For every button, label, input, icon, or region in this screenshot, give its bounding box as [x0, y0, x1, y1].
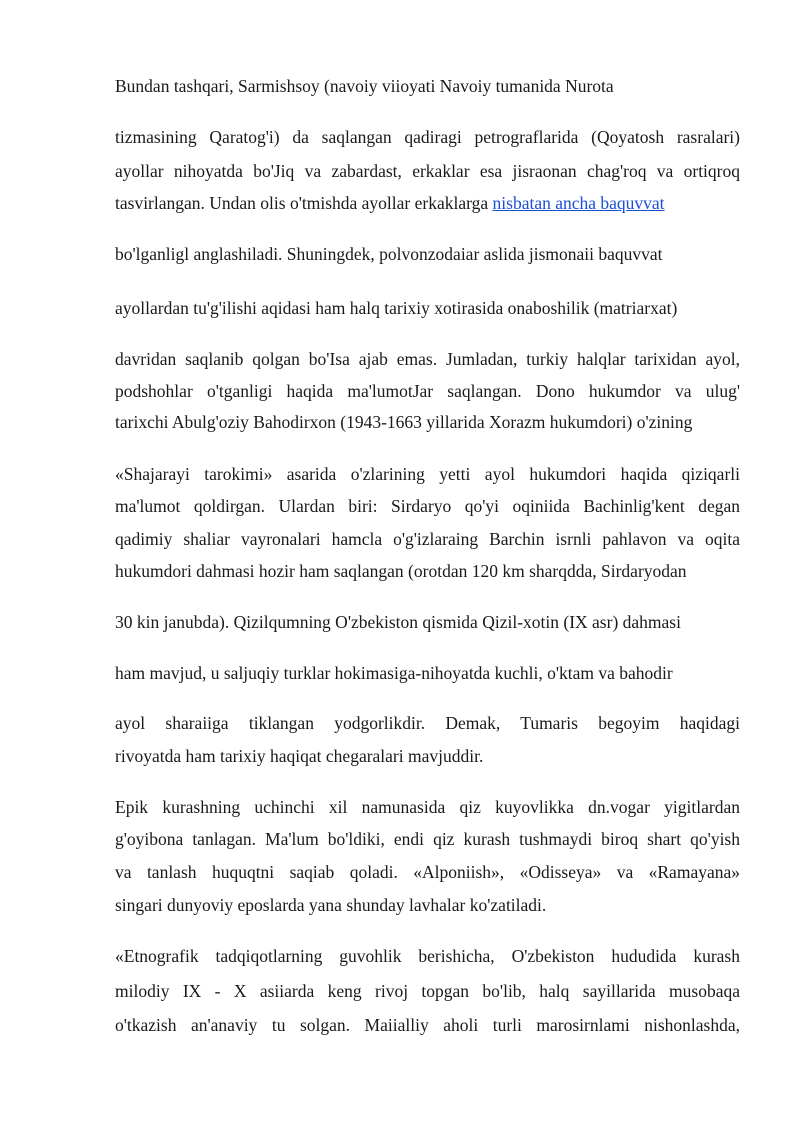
text-line: 30 kin janubda). Qizilqumning O'zbekiston qismida Qizil-xotin (IX asr) dahmasi — [115, 612, 681, 632]
text-line: g'oyibona tanlagan. Ma'lum bo'ldiki, endi qiz kurash tushmaydi biroq shart qo'yish — [115, 829, 740, 849]
text-line: tarixchi Abulg'oziy Bahodirxon (1943-1663 yillarida Xorazm hukumdori) o'zining — [115, 412, 693, 432]
text-line-with-link — [115, 193, 740, 213]
text-line: ham mavjud, u saljuqiy turklar hokimasiga-nihoyatda kuchli, o'ktam va bahodir — [115, 663, 673, 683]
text-line: ayollardan tu'g'ilishi aqidasi ham halq tarixiy xotirasida onaboshilik (matriarxat) — [115, 298, 678, 318]
text-line: ma'lumot qoldirgan. Ulardan biri: Sirdaryo qo'yi oqiniida Bachinlig'kent degan — [115, 496, 740, 516]
text-line: rivoyatda ham tarixiy haqiqat chegaralari mavjuddir. — [115, 746, 484, 766]
text-line: davridan saqlanib qolgan bo'Isa ajab emas. Jumladan, turkiy halqlar tarixidan ayol, — [115, 349, 740, 369]
text-line: «Shajarayi tarokimi» asarida o'zlarining yetti ayol hukumdori haqida qiziqarli — [115, 464, 740, 484]
text-line: o'tkazish an'anaviy tu solgan. Maiialliy aholi turli marosirnlami nishonlashda, — [115, 1015, 740, 1035]
text-line: bo'lganligl anglashiladi. Shuningdek, polvonzodaiar aslida jismonaii baquvvat — [115, 244, 663, 264]
text-segment: tasvirlangan. Undan olis o'tmishda ayollar erkaklarga — [115, 193, 493, 213]
text-line: Bundan tashqari, Sarmishsoy (navoiy viioyati Navoiy tumanida Nurota — [115, 76, 614, 96]
text-line: singari dunyoviy eposlarda yana shunday lavhalar ko'zatiladi. — [115, 895, 547, 915]
text-line: Epik kurashning uchinchi xil namunasida qiz kuyovlikka dn.vogar yigitlardan — [115, 797, 740, 817]
text-line: va tanlash huquqtni saqiab qoladi. «Alponiish», «Odisseya» va «Ramayana» — [115, 862, 740, 882]
text-line: ayollar nihoyatda bo'Jiq va zabardast, erkaklar esa jisraonan chag'roq va ortiqroq — [115, 161, 740, 181]
text-line: tizmasining Qaratog'i) da saqlangan qadiragi petrograflarida (Qoyatosh rasralari) — [115, 127, 740, 147]
text-line: hukumdori dahmasi hozir ham saqlangan (orotdan 120 km sharqdda, Sirdaryodan — [115, 561, 687, 581]
text-line: milodiy IX - X asiiarda keng rivoj topgan bo'lib, halq sayillarida musobaqa — [115, 981, 740, 1001]
text-line: qadimiy shaliar vayronalari hamcla o'g'izlaraing Barchin isrnli pahlavon va oqita — [115, 529, 740, 549]
text-line: «Etnografik tadqiqotlarning guvohlik berishicha, O'zbekiston hududida kurash — [115, 946, 740, 966]
text-line: ayol sharaiiga tiklangan yodgorlikdir. Demak, Tumaris begoyim haqidagi — [115, 713, 740, 733]
text-line: podshohlar o'tganligi haqida ma'lumotJar saqlangan. Dono hukumdor va ulug' — [115, 381, 740, 401]
nisbatan-link[interactable]: nisbatan ancha baquvvat — [492, 193, 665, 213]
